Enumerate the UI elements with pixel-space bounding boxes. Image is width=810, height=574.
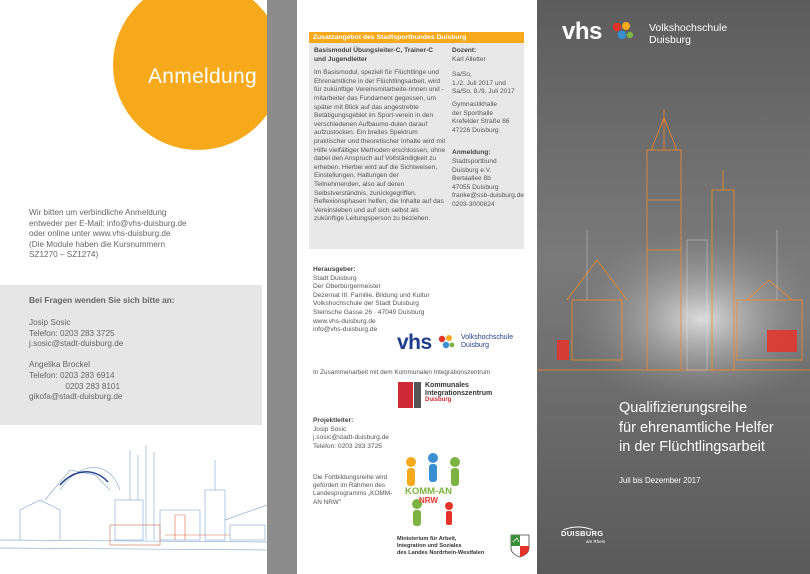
course-venue: Gymnastikhalle der Sporthalle Krefelder Straße 86 47226 Duisburg (452, 100, 510, 134)
questions-heading: Bei Fragen wenden Sie sich bitte an: (29, 295, 175, 305)
contact-line: Josip Sosic (29, 318, 71, 327)
offer-module (314, 47, 446, 224)
duisburg-logo-subtitle: am Rhein (586, 539, 606, 544)
cover-title (619, 399, 804, 458)
vhs-dots-icon (437, 334, 455, 350)
offer-heading: Zusatzangebot des Stadtsportbundes Duisburg (309, 32, 524, 43)
registration-panel (0, 0, 267, 574)
information-panel (297, 0, 537, 574)
ki-logo-name: Kommunales Integrationszentrum (425, 382, 493, 397)
ki-logo-city: Duisburg (425, 397, 452, 404)
offer-registration-label: Anmeldung: (452, 149, 491, 157)
ki-i-mark (414, 382, 421, 408)
fold-gutter (267, 0, 297, 574)
komm-an-nrw-logo (397, 448, 475, 530)
cover-vhs-logo-word: vhs (562, 18, 602, 45)
lecturer-name: Karl Alletter (452, 55, 486, 63)
module-title: Basismodul Übungsleiter-C, Trainer-C und Jugendleiter (314, 47, 434, 63)
ki-logo-text (425, 382, 492, 405)
registration-line: (Die Module haben die Kursnummern (29, 239, 166, 249)
cover-date-range: Juli bis Dezember 2017 (619, 476, 701, 485)
contact-line: 0203 283 8101 (29, 381, 121, 391)
registration-line: oder online unter www.vhs-duisburg.de (29, 229, 171, 239)
cover-title-line: Qualifizierungsreihe (619, 400, 748, 416)
contact-line: j.sosic@stadt-duisburg.de (29, 339, 124, 349)
cooperation-text: In Zusammenarbeit mit dem Kommunalen Integrationszentrum (313, 369, 491, 376)
contact-line: gikofa@stadt-duisburg.de (29, 392, 123, 402)
vhs-logo-subtitle: Volkshochschule Duisburg (461, 334, 514, 349)
contact-line: Telefon: 0203 283 3725 (29, 328, 115, 338)
registration-line: SZ1270 – SZ1274) (29, 250, 99, 260)
module-description: Im Basismodul, speziell für Flüchtlinge und Ehrenamtliche in der Flüchtlingsarbeit, wird für zukünftige Vereinsmitarbeite-rinnen und -mitarbeiter das Fundament gegossen, um später mit Blick auf das angestrebte Betätigungsgebiet im Sport-verein in den verschiedenen Aufbaumo-dulen darauf aufzustocken. Ein breites Spektrum praktischer und theoretischer Inhalte wird mit Hilfe vielfältiger Methoden erschlossen, ohne dabei den Anspruch auf Vollständigkeit zu erheben. Hierbei wird auf die Sichtweisen, Einstellungen, Haltungen der Teilnehmenden, also auf deren Selbstverständnis, zurückgegriffen. Reflexionsphasen helfen, die Inhalte auf das Vereinsleben und auf sich selbst als zukünftige Leitungsperson zu beziehen. (314, 69, 446, 223)
cover-illustration (537, 0, 810, 574)
ministry-text: Ministerium für Arbeit, Integration und Soziales des Landes Nordrhein-Westfalen (397, 536, 485, 556)
publisher-address: Stadt Duisburg Der Oberbürgermeister Dezernat III: Familie, Bildung und Kultur Volkshochschule der Stadt Duisburg Steinsche Gasse 26 · 47049 Duisburg www.vhs-duisburg.de info@vhs-duisburg.de (313, 274, 430, 334)
vhs-logo (397, 331, 527, 355)
komm-an-logo-text: KOMM-AN (405, 486, 452, 497)
ki-logo (398, 382, 528, 412)
registration-title: Anmeldung (148, 65, 257, 88)
contact-list (29, 318, 249, 403)
contact-line (29, 350, 249, 361)
contact-line: Telefon: 0203 283 6914 (29, 370, 115, 380)
lecturer-label: Dozent: (452, 47, 477, 54)
course-dates: Sa/So, 1./2. Juli 2017 und Sa/So, 8./9. Juli 2017 (452, 71, 515, 96)
vhs-logo-word: vhs (397, 331, 432, 354)
leader-contact: Josip Sosic j.sosic@stadt-duisburg.de Telefon: 0203 283 3725 (313, 425, 389, 450)
registration-line: entweder per E-Mail: info@vhs-duisburg.de (29, 218, 187, 228)
publisher-label: Herausgeber: (313, 266, 356, 273)
cover-vhs-dots-icon (610, 20, 634, 42)
duisburg-logo-word: DUISBURG (561, 529, 604, 538)
duisburg-city-logo (561, 526, 621, 548)
registration-info (29, 208, 249, 261)
nrw-crest-icon (510, 534, 530, 558)
cover-panel (537, 0, 810, 574)
cover-title-line: für ehrenamtliche Helfer (619, 419, 774, 436)
registration-line: Wir bitten um verbindliche Anmeldung (29, 208, 167, 217)
contact-line: Angelika Brockel (29, 360, 90, 370)
project-leader (313, 417, 433, 451)
svg-text:NRW: NRW (419, 496, 438, 505)
cover-title-line: in der Flüchtlingsarbeit (619, 439, 765, 455)
cover-vhs-logo (562, 18, 762, 48)
funding-note: Die Fortbildungsreihe wird gefördert im Rahmen des Landesprogramms „KOMM-AN NRW" (313, 474, 393, 506)
cover-vhs-logo-subtitle: Volkshochschule Duisburg (649, 22, 728, 46)
offer-details (452, 47, 524, 210)
offer-registration-address: Stadtsportbund Duisburg e.V. Bertaallee 8b 47055 Duisburg franke@ssb-duisburg.de 0203-3000824 (452, 157, 524, 208)
leader-label: Projektleiter: (313, 417, 354, 424)
publisher-info (313, 266, 453, 335)
industrial-skyline-illustration (0, 430, 267, 574)
ki-k-mark (398, 382, 413, 408)
